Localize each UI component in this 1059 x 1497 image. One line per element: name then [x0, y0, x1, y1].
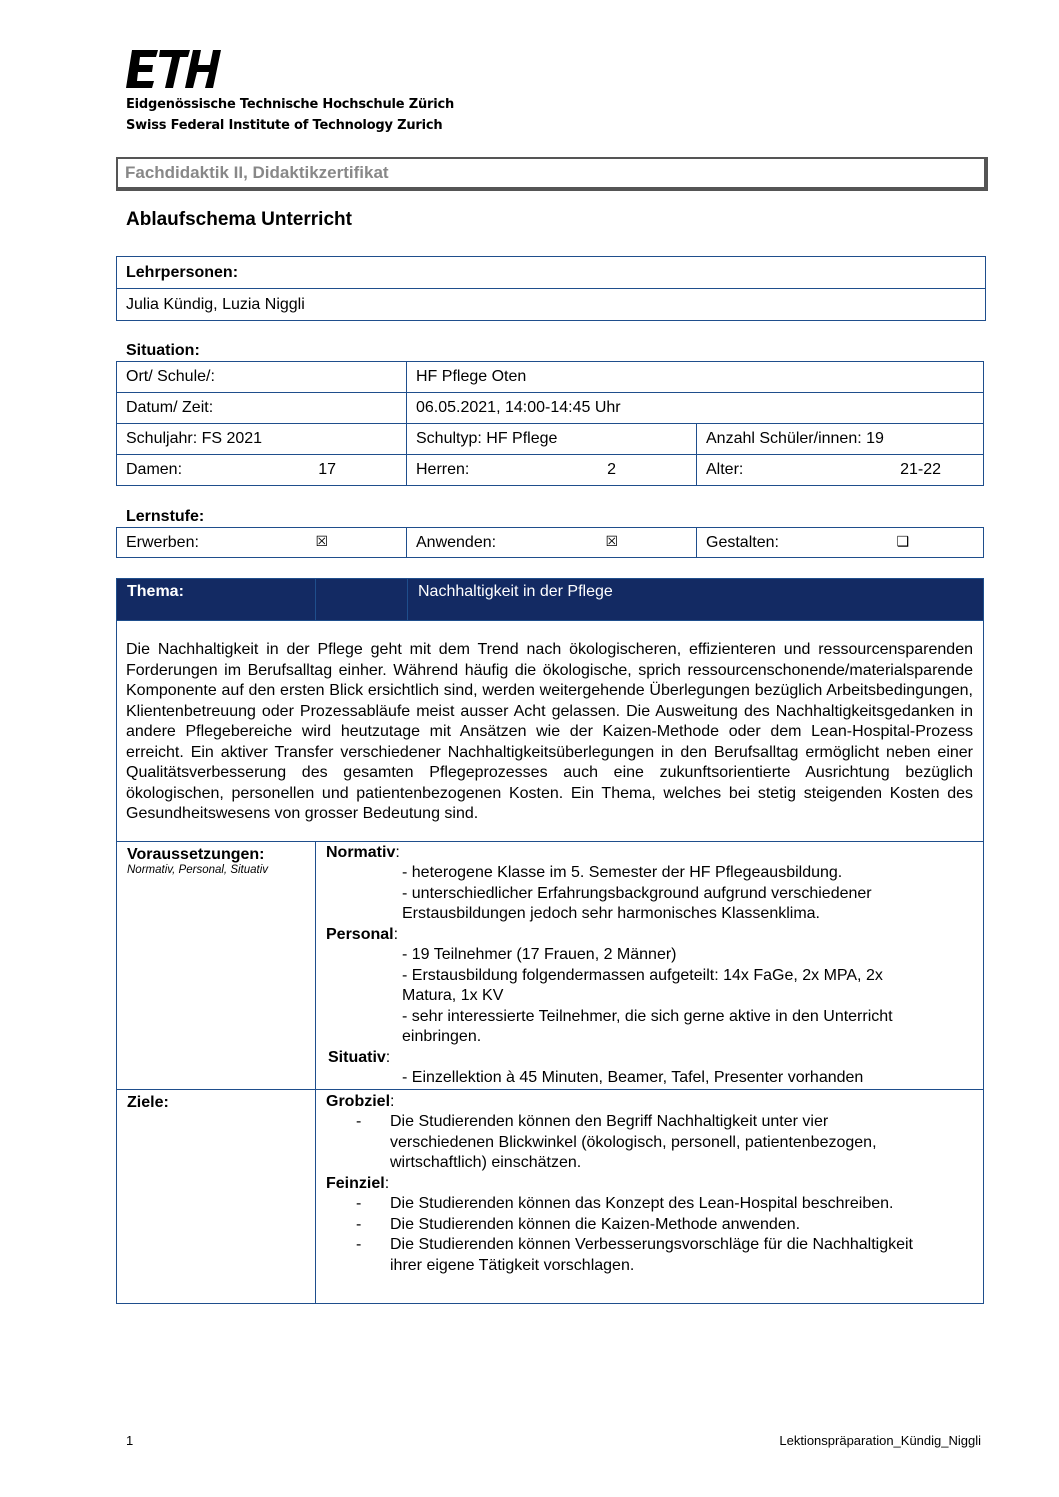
ziele-label: Ziele:: [127, 1093, 169, 1111]
erwerben-label: Erwerben:: [126, 533, 199, 551]
lernstufe-table: [116, 527, 984, 558]
feinziel-label: Feinziel: [326, 1174, 385, 1192]
grobziel-line-3: wirtschaftlich) einschätzen.: [390, 1154, 582, 1171]
ort-label: Ort/ Schule/:: [117, 362, 407, 393]
anwenden-cell: [407, 528, 697, 558]
feinziel-line-2: Die Studierenden können die Kaizen-Methode anwenden.: [390, 1215, 801, 1233]
normativ-line-1: - heterogene Klasse im 5. Semester der HF Pflegeausbildung.: [402, 864, 843, 881]
thema-table: [116, 578, 984, 1304]
voraussetzungen-cell: [117, 841, 316, 1089]
lernstufe-label: Lernstufe:: [126, 508, 205, 525]
thema-paragraph: Die Nachhaltigkeit in der Pflege geht mit dem Trend nach ökologischeren, effizienteren und ressourcensparenden Forderungen im Berufsalltag einher. Während häufig die ökologische, sprich ressourcenschonende/materialsparende Komponente auf den ersten Blick ersichtlich sind, werden weitergehende Überlegungen bezüglich Arbeitsbedingungen, Klientenbetreuung oder Prozessabläufe meist ausser Acht gelassen. Die Ausweitung des Nachhaltigkeitsgedanken in andere Pflegebereiche wird heutzutage mit Ansätzen wie der Kaizen-Methode oder dem Lean-Hospital-Prozess erreicht. Ein aktiver Transfer verschiedener Nachhaltigkeitsüberlegungen in den Berufsalltag ermöglicht neben einer Qualitätsverbesserung des gesamten Pflegeprozesses auch eine zukunftsorientierte Ausrichtung bezüglich ökologischen, personellen und patientenbezogenen Kosten. Ein Thema, welches bei stetig steigenden Kosten des Gesundheitswesens von grosser Bedeutung sind.: [117, 621, 984, 842]
grobziel-line-2: verschiedenen Blickwinkel (ökologisch, personell, patientenbezogen,: [390, 1133, 877, 1151]
institution-en: Swiss Federal Institute of Technology Zurich: [126, 118, 443, 133]
normativ-label: Normativ: [326, 843, 396, 861]
personal-line-2: - Erstausbildung folgendermassen aufgeteilt: 14x FaGe, 2x MPA, 2x: [402, 966, 883, 984]
course-title-box: [116, 157, 988, 191]
thema-value: Nachhaltigkeit in der Pflege: [408, 579, 984, 621]
erwerben-checkbox-icon: ☒: [315, 533, 328, 550]
personal-label: Personal: [326, 925, 394, 943]
personal-line-1: - 19 Teilnehmer (17 Frauen, 2 Männer): [402, 946, 677, 963]
voraussetzungen-label: Voraussetzungen:: [127, 845, 265, 863]
anwenden-checkbox-icon: ☒: [605, 533, 618, 550]
herren-label: Herren:: [416, 461, 470, 478]
normativ-line-2: - unterschiedlicher Erfahrungsbackground aufgrund verschiedener: [402, 884, 872, 902]
gestalten-checkbox-icon: ❑: [896, 533, 909, 550]
eth-logo: [126, 50, 222, 88]
voraussetzungen-sub: Normativ, Personal, Situativ: [127, 863, 269, 876]
datum-value: 06.05.2021, 14:00-14:45 Uhr: [407, 393, 984, 424]
gestalten-label: Gestalten:: [706, 533, 779, 551]
feinziel-line-3: Die Studierenden können Verbesserungsvorschläge für die Nachhaltigkeit: [390, 1236, 913, 1253]
normativ-line-3: Erstausbildungen jedoch sehr harmonisches Klassenklima.: [402, 905, 820, 922]
datum-label: Datum/ Zeit:: [117, 393, 407, 424]
gestalten-cell: [697, 528, 984, 558]
teachers-label: Lehrpersonen:: [117, 257, 986, 289]
grobziel-line-1: Die Studierenden können den Begriff Nachhaltigkeit unter vier: [390, 1113, 829, 1130]
institution-de: Eidgenössische Technische Hochschule Zürich: [126, 97, 455, 112]
feinziel-item-2: - Die Studierenden können die Kaizen-Methode anwenden.: [326, 1215, 983, 1236]
alter-cell: [697, 455, 984, 486]
personal-line-4: - sehr interessierte Teilnehmer, die sich gerne aktive in den Unterricht: [402, 1007, 893, 1025]
thema-spacer: [316, 579, 408, 621]
herren-value: 2: [607, 461, 616, 478]
footer-filename: Lektionspräparation_Kündig_Niggli: [779, 1433, 981, 1448]
alter-label: Alter:: [706, 461, 744, 478]
page-number: 1: [126, 1433, 134, 1448]
grobziel-item: [326, 1112, 983, 1174]
ziele-content: Grobziel: - Die Studierenden können den Begriff Nachhaltigkeit unter vier verschiedenen Blickwinkel (ökologisch, personell, patientenbezogen, wirtschaftlich) einschätzen. Feinziel: - Die Studierenden können das Konzept des Lean-Hospital beschreiben. - Die Studierenden können die Kaizen-Methode anwenden. - Die Studierenden können Verbesserungsvorschläge für die Nachhaltigkeit ihrer eigene Tätigkeit vorschlagen.: [316, 1089, 984, 1303]
thema-label: Thema:: [117, 579, 316, 621]
personal-line-3: Matura, 1x KV: [402, 987, 504, 1004]
damen-cell: [117, 455, 407, 486]
situativ-line-1: - Einzellektion à 45 Minuten, Beamer, Tafel, Presenter vorhanden: [402, 1069, 864, 1086]
situation-label: Situation:: [126, 342, 200, 359]
personal-line-5: einbringen.: [402, 1028, 482, 1045]
feinziel-line-4: ihrer eigene Tätigkeit vorschlagen.: [390, 1256, 635, 1274]
document-title: Ablaufschema Unterricht: [126, 209, 352, 230]
damen-value: 17: [318, 461, 336, 478]
feinziel-line-1: Die Studierenden können das Konzept des Lean-Hospital beschreiben.: [390, 1195, 894, 1212]
situativ-label: Situativ: [328, 1048, 386, 1066]
ziele-cell: [117, 1089, 316, 1303]
anzahl-schueler: Anzahl Schüler/innen: 19: [697, 424, 984, 455]
ort-value: HF Pflege Oten: [407, 362, 984, 393]
situation-table: [116, 361, 984, 486]
anwenden-label: Anwenden:: [416, 533, 497, 551]
feinziel-item-1: - Die Studierenden können das Konzept des Lean-Hospital beschreiben.: [326, 1194, 983, 1215]
schultyp: Schultyp: HF Pflege: [407, 424, 697, 455]
voraussetzungen-content: Normativ: - heterogene Klasse im 5. Semester der HF Pflegeausbildung. - unterschiedlicher Erfahrungsbackground aufgrund verschiedener Erstausbildungen jedoch sehr harmonisches Klassenklima. Personal: - 19 Teilnehmer (17 Frauen, 2 Männer) - Erstausbildung folgendermassen aufgeteilt: 14x FaGe, 2x MPA, 2x Matura, 1x KV - sehr interessierte Teilnehmer, die sich gerne aktive in den Unterricht einbringen. Situativ: - Einzellektion à 45 Minuten, Beamer, Tafel, Presenter vorhanden: [316, 841, 984, 1089]
erwerben-cell: [117, 528, 407, 558]
damen-label: Damen:: [126, 461, 183, 478]
teachers-names: Julia Kündig, Luzia Niggli: [117, 289, 986, 321]
course-title: Fachdidaktik II, Didaktikzertifikat: [125, 163, 389, 182]
grobziel-label: Grobziel: [326, 1092, 391, 1110]
alter-value: 21-22: [900, 461, 941, 478]
feinziel-item-3: - Die Studierenden können Verbesserungsvorschläge für die Nachhaltigkeit ihrer eigene Tätigkeit vorschlagen.: [326, 1235, 983, 1276]
grobziel-dash: -: [356, 1113, 362, 1130]
herren-cell: [407, 455, 697, 486]
teachers-table: [116, 256, 986, 321]
schuljahr: Schuljahr: FS 2021: [117, 424, 407, 455]
